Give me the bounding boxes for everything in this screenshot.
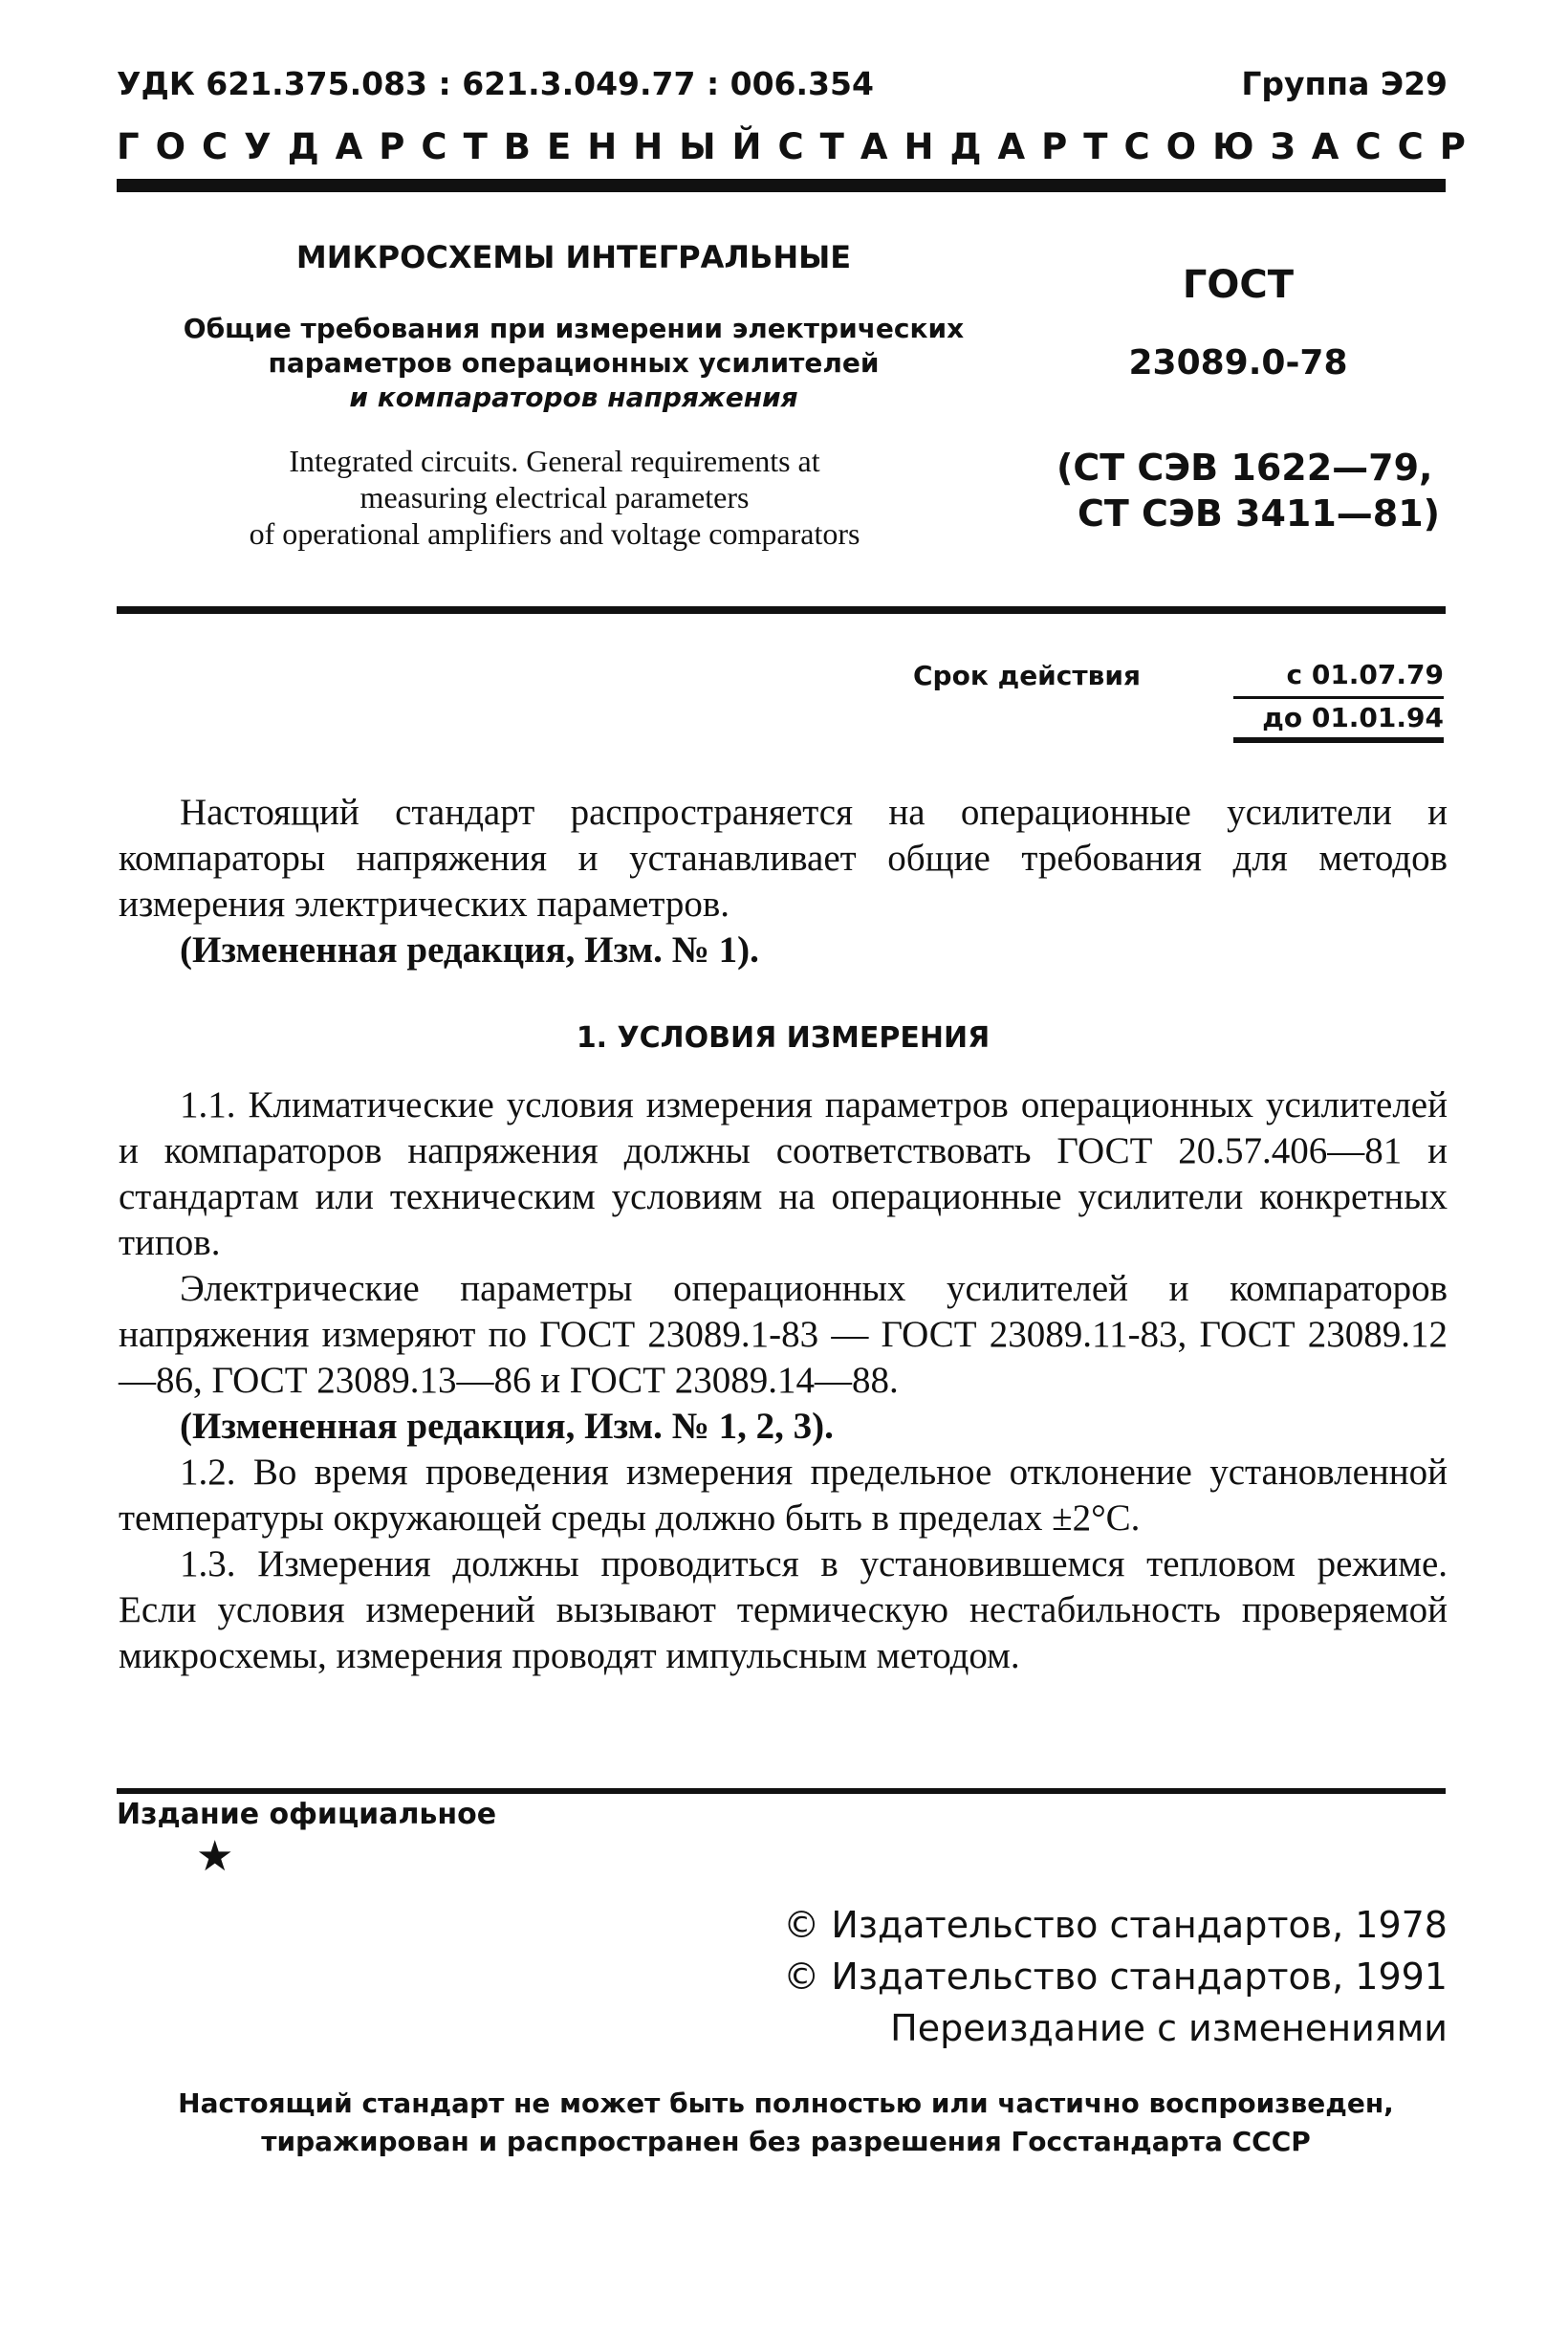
subtitle-line-1: Общие требования при измерении электрических xyxy=(183,313,965,344)
reissue-note: Переиздание с изменениями xyxy=(890,2007,1448,2049)
sev-line-1: (СТ СЭВ 1622—79, xyxy=(1056,447,1433,489)
subtitle-line-3: и компараторов напряжения xyxy=(349,382,798,413)
banner-word-standard: СТАНДАРТ xyxy=(777,126,1124,167)
english-line-3: of operational amplifiers and voltage comparators xyxy=(249,516,860,551)
copyright-1991: © Издательство стандартов, 1991 xyxy=(783,1956,1448,1998)
validity-to: до 01.01.94 xyxy=(1233,699,1444,743)
banner-word-union: СОЮЗА xyxy=(1123,126,1356,167)
intro-amendment: (Измененная редакция, Изм. № 1). xyxy=(180,929,759,971)
intro-paragraph xyxy=(119,790,1448,973)
clause-1-3: 1.3. Измерения должны проводиться в установившемся тепловом режиме. Если условия измерений вызывают термическую нестабильность проверяемой микросхемы, измерения проводят импульсным методом. xyxy=(119,1543,1448,1676)
section-body xyxy=(119,1082,1448,1679)
clause-1-1-params: Электрические параметры операционных усилителей и компараторов напряжения измеряют по ГОСТ 23089.1-83 — ГОСТ 23089.11-83, ГОСТ 23089.12—86, ГОСТ 23089.13—86 и ГОСТ 23089.14—88. xyxy=(119,1268,1448,1401)
state-standard-banner xyxy=(117,126,1482,167)
title-subtitle xyxy=(153,312,994,415)
clause-1-2: 1.2. Во время проведения измерения предельное отклонение установленной температуры окружающей среды должно быть в пределах ±2°С. xyxy=(119,1452,1448,1539)
udk-code: УДК 621.375.083 : 621.3.049.77 : 006.354 xyxy=(117,65,874,102)
copyright-block xyxy=(783,1899,1448,2054)
footer-rule xyxy=(117,1788,1446,1794)
banner-word-ussr: ССР xyxy=(1355,126,1482,167)
copyright-1978: © Издательство стандартов, 1978 xyxy=(783,1904,1448,1946)
gost-number: 23089.0-78 xyxy=(1128,343,1348,382)
star-icon: ★ xyxy=(196,1832,234,1881)
banner-word-state: ГОСУДАРСТВЕННЫЙ xyxy=(117,126,778,167)
reproduction-notice xyxy=(107,2085,1465,2161)
group-code: Группа Э29 xyxy=(1241,65,1448,102)
sev-reference xyxy=(1056,445,1458,536)
subtitle-line-2: параметров операционных усилителей xyxy=(268,347,880,379)
clause-1-1: 1.1. Климатические условия измерения параметров операционных усилителей и компараторов напряжения должны соответствовать ГОСТ 20.57.406—81 и стандартам или техническим условиям на операционные усилители конкретных типов. xyxy=(119,1084,1448,1263)
notice-line-2: тиражирован и распространен без разрешения Госстандарта СССР xyxy=(261,2126,1311,2157)
gost-block xyxy=(1080,263,1396,382)
english-line-2: measuring electrical parameters xyxy=(359,480,750,514)
english-title xyxy=(96,443,1013,552)
gost-label: ГОСТ xyxy=(1182,263,1295,307)
validity-dates xyxy=(1233,656,1444,743)
sev-line-2: СТ СЭВ 3411—81) xyxy=(1078,492,1441,535)
heavy-rule xyxy=(117,179,1446,192)
section-heading: 1. УСЛОВИЯ ИЗМЕРЕНИЯ xyxy=(576,1021,991,1055)
title-block xyxy=(153,239,994,415)
english-line-1: Integrated circuits. General requirements at xyxy=(289,444,820,478)
title-main: МИКРОСХЕМЫ ИНТЕГРАЛЬНЫЕ xyxy=(295,239,852,275)
validity-label: Срок действия xyxy=(913,660,1141,691)
notice-line-1: Настоящий стандарт не может быть полностью или частично воспроизведен, xyxy=(178,2087,1394,2119)
intro-text: Настоящий стандарт распространяется на операционные усилители и компараторы напряжения и устанавливает общие требования для методов измерения электрических параметров. xyxy=(119,792,1448,925)
section-amendment: (Измененная редакция, Изм. № 1, 2, 3). xyxy=(180,1406,834,1447)
divider-rule xyxy=(117,606,1446,614)
edition-label: Издание официальное xyxy=(117,1798,497,1831)
validity-from: с 01.07.79 xyxy=(1233,656,1444,699)
